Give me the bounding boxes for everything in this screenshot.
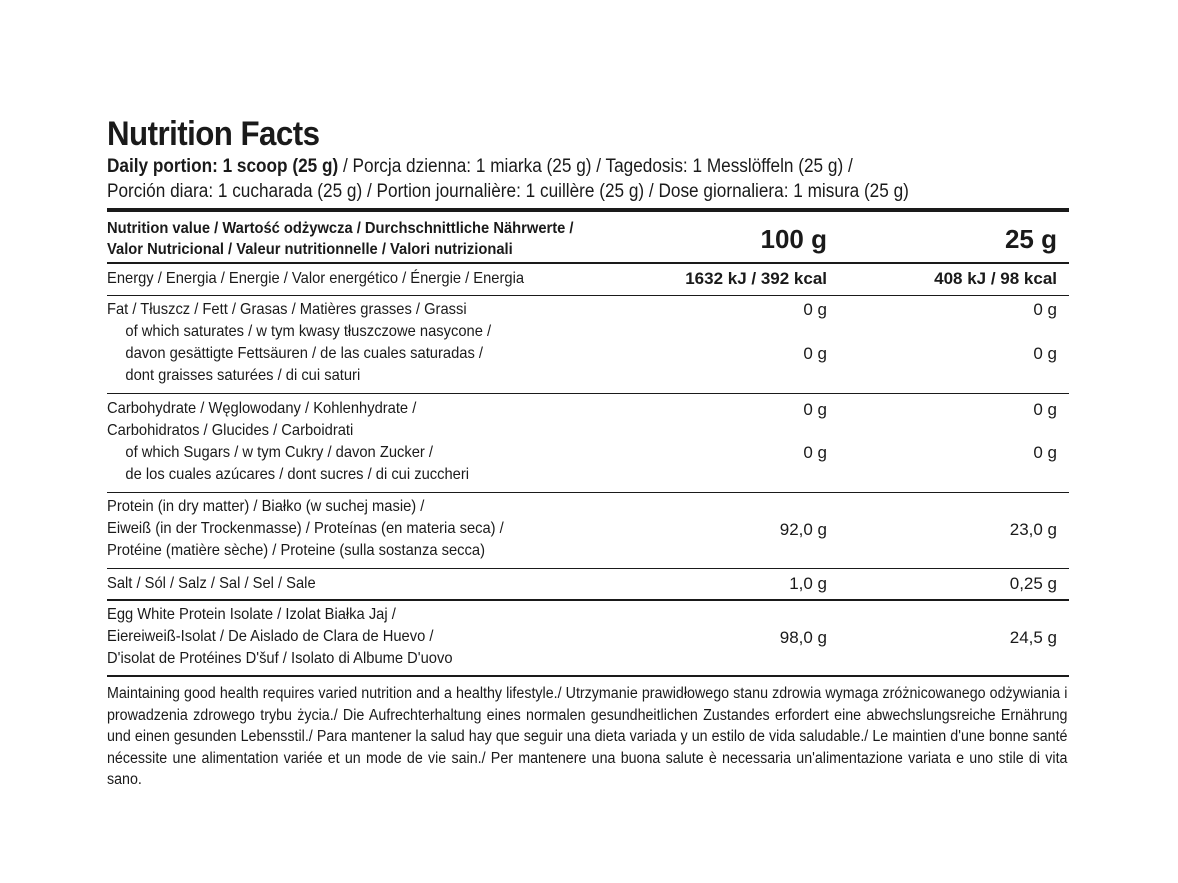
fat-25g: 0 g: [1033, 300, 1057, 319]
saturates-line3: dont graisses saturées / di cui saturi: [125, 367, 361, 384]
daily-portion-line1: / Porcja dzienna: 1 miarka (25 g) / Tagedosis: 1 Messlöffeln (25 g) /: [338, 156, 853, 177]
salt-25g: 0,25 g: [1009, 574, 1057, 593]
row-protein: [107, 493, 1069, 568]
daily-portion: [107, 154, 1069, 204]
fat-100g: 0 g: [803, 300, 827, 319]
row-carbohydrate: [107, 394, 1069, 492]
protein-25g: 23,0 g: [1009, 520, 1057, 539]
carbohydrate-100g: 0 g: [803, 400, 827, 419]
saturates-line1: of which saturates / w tym kwasy tłuszczowe nasycone /: [125, 323, 492, 340]
salt-100g: 1,0 g: [789, 574, 827, 593]
row-energy: [107, 264, 1069, 295]
header-label-line1: Nutrition value / Wartość odżywcza / Durchschnittliche Nährwerte /: [107, 220, 574, 237]
salt-label: Salt / Sól / Salz / Sal / Sel / Sale: [107, 575, 316, 592]
sugars-25g: 0 g: [1033, 443, 1057, 462]
health-statement: Maintaining good health requires varied nutrition and a healthy lifestyle./ Utrzymanie prawidłowego stanu zdrowia wymaga zróżnicowanego odżywiania i prowadzenia zdrowego trybu życia./ Die Aufrechterhaltung eines normalen gesundheitlichen Zustandes erfordert eine abwechslungsreiche Ernährung und einen gesunden Lebensstil./ Para mantener la salud hay que seguir una dieta variada y un estilo de vida saludable./ Le maintien d'une bonne santé nécessite une alimentation variée et un mode de vie sain./ Per mantenere una buona salute è necessaria un'alimentazione variata e uno stile di vita sano.: [107, 685, 1068, 788]
energy-100g: 1632 kJ / 392 kcal: [685, 269, 827, 288]
protein-100g: 92,0 g: [779, 520, 827, 539]
egg-isolate-25g: 24,5 g: [1009, 628, 1057, 647]
egg-isolate-label-line2: Eiereiweiß-Isolat / De Aislado de Clara de Huevo /: [107, 628, 434, 645]
header-col-100g: 100 g: [760, 224, 827, 254]
protein-label-line1: Protein (in dry matter) / Białko (w suchej masie) /: [107, 498, 425, 515]
row-salt: [107, 569, 1069, 599]
egg-isolate-label-line3: D'isolat de Protéines D'šuf / Isolato di Albume D'uovo: [107, 650, 453, 667]
saturates-25g: 0 g: [1033, 344, 1057, 363]
energy-label: Energy / Energia / Energie / Valor energético / Énergie / Energia: [107, 270, 525, 287]
saturates-line2: davon gesättigte Fettsäuren / de las cuales saturadas /: [125, 345, 483, 362]
egg-isolate-label-line1: Egg White Protein Isolate / Izolat Białka Jaj /: [107, 606, 396, 623]
divider: [107, 675, 1069, 677]
page-title: Nutrition Facts: [107, 115, 320, 153]
carbohydrate-label-line2: Carbohidratos / Glucides / Carboidrati: [107, 422, 354, 439]
table-header: [107, 212, 1069, 262]
header-col-25g: 25 g: [1004, 224, 1057, 254]
sugars-100g: 0 g: [803, 443, 827, 462]
daily-portion-bold: Daily portion: 1 scoop (25 g): [107, 156, 339, 177]
nutrition-facts-panel: [107, 116, 1069, 791]
carbohydrate-label-line1: Carbohydrate / Węglowodany / Kohlenhydrate /: [107, 400, 417, 417]
sugars-line2: de los cuales azúcares / dont sucres / di cui zuccheri: [125, 466, 470, 483]
energy-25g: 408 kJ / 98 kcal: [934, 269, 1057, 288]
sugars-line1: of which Sugars / w tym Cukry / davon Zucker /: [125, 444, 433, 461]
row-egg-white-isolate: [107, 601, 1069, 675]
carbohydrate-25g: 0 g: [1033, 400, 1057, 419]
saturates-100g: 0 g: [803, 344, 827, 363]
daily-portion-line2: Porción diara: 1 cucharada (25 g) / Portion journalière: 1 cuillère (25 g) / Dose giornaliera: 1 misura (25 g): [107, 181, 909, 202]
fat-label: Fat / Tłuszcz / Fett / Grasas / Matières grasses / Grassi: [107, 301, 467, 318]
row-fat: [107, 296, 1069, 393]
egg-isolate-100g: 98,0 g: [779, 628, 827, 647]
header-label-line2: Valor Nutricional / Valeur nutritionnelle / Valori nutrizionali: [107, 241, 513, 258]
protein-label-line2: Eiweiß (in der Trockenmasse) / Proteínas (en materia seca) /: [107, 520, 504, 537]
protein-label-line3: Protéine (matière sèche) / Proteine (sulla sostanza secca): [107, 542, 485, 559]
